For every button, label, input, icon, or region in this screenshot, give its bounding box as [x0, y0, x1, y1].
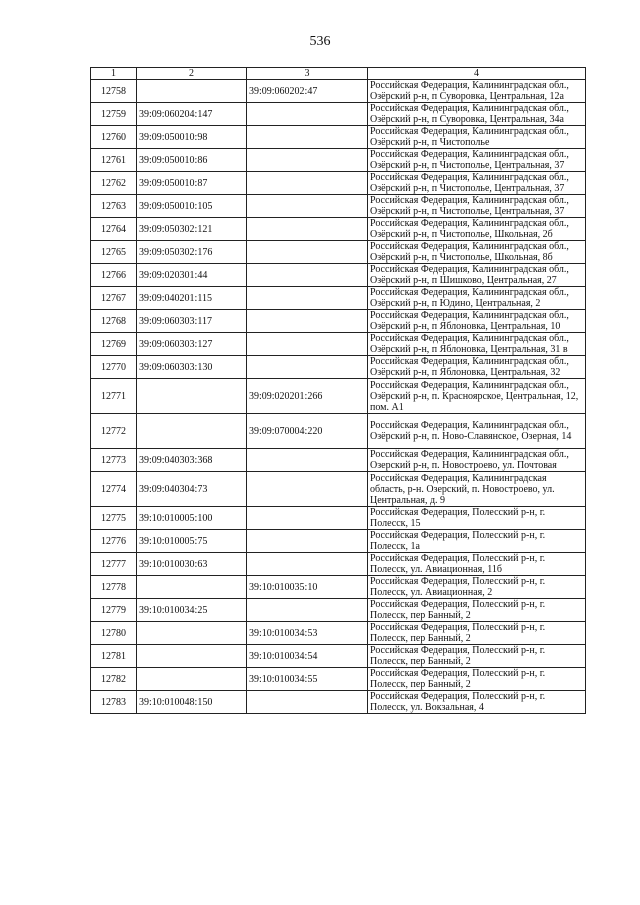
address-cell: Российская Федерация, Калининградская обл., Озёрский р-н, п Суворовка, Центральная, 34а	[368, 103, 586, 126]
table-row	[91, 103, 586, 126]
address-cell: Российская Федерация, Калининградская обл., Озёрский р-н, п Чистополье, Центральная, 37	[368, 172, 586, 195]
building-cadastral-cell	[247, 126, 368, 149]
cadastral-number-cell: 39:09:050010:105	[137, 195, 247, 218]
row-number-cell: 12771	[91, 379, 137, 414]
cadastral-number-cell: 39:10:010030:63	[137, 553, 247, 576]
page-number: 536	[309, 34, 331, 49]
building-cadastral-cell	[247, 599, 368, 622]
row-number-cell: 12780	[91, 622, 137, 645]
table-row	[91, 668, 586, 691]
row-number-cell: 12762	[91, 172, 137, 195]
building-cadastral-cell	[247, 241, 368, 264]
row-number-cell: 12765	[91, 241, 137, 264]
row-number-cell: 12770	[91, 356, 137, 379]
building-cadastral-cell	[247, 287, 368, 310]
building-cadastral-cell: 39:10:010035:10	[247, 576, 368, 599]
cadastral-number-cell: 39:09:050302:121	[137, 218, 247, 241]
row-number-cell: 12781	[91, 645, 137, 668]
address-cell: Российская Федерация, Калининградская обл., Озёрский р-н, п Яблоновка, Центральная, 32	[368, 356, 586, 379]
cadastral-number-cell: 39:09:060303:127	[137, 333, 247, 356]
address-cell: Российская Федерация, Калининградская обл., Озёрский р-н, п Чистополье, Школьная, 8б	[368, 241, 586, 264]
table-row	[91, 264, 586, 287]
address-cell: Российская Федерация, Калининградская обл., Озёрский р-н, п Шишково, Центральная, 27	[368, 264, 586, 287]
row-number-cell: 12782	[91, 668, 137, 691]
address-cell: Российская Федерация, Полесский р-н, г. Полесск, пер Банный, 2	[368, 599, 586, 622]
building-cadastral-cell	[247, 507, 368, 530]
row-number-cell: 12767	[91, 287, 137, 310]
building-cadastral-cell	[247, 333, 368, 356]
header-col-3: 3	[247, 68, 368, 80]
row-number-cell: 12761	[91, 149, 137, 172]
row-number-cell: 12773	[91, 449, 137, 472]
header-col-4: 4	[368, 68, 586, 80]
row-number-cell: 12758	[91, 80, 137, 103]
row-number-cell: 12774	[91, 472, 137, 507]
row-number-cell: 12763	[91, 195, 137, 218]
row-number-cell: 12776	[91, 530, 137, 553]
cadastral-number-cell: 39:09:050010:87	[137, 172, 247, 195]
table-row	[91, 195, 586, 218]
address-cell: Российская Федерация, Полесский р-н, г. Полесск, ул. Авиационная, 11б	[368, 553, 586, 576]
table-row	[91, 599, 586, 622]
address-cell: Российская Федерация, Полесский р-н, г. Полесск, пер Банный, 2	[368, 645, 586, 668]
row-number-cell: 12760	[91, 126, 137, 149]
building-cadastral-cell	[247, 195, 368, 218]
cadastral-number-cell: 39:09:060303:130	[137, 356, 247, 379]
table-row	[91, 576, 586, 599]
table-row	[91, 80, 586, 103]
table-row	[91, 645, 586, 668]
building-cadastral-cell	[247, 691, 368, 714]
cadastral-number-cell	[137, 414, 247, 449]
address-cell: Российская Федерация, Калининградская область, р-н. Озерский, п. Новостроево, ул. Центральная, д. 9	[368, 472, 586, 507]
cadastral-number-cell: 39:09:040304:73	[137, 472, 247, 507]
table-row	[91, 126, 586, 149]
building-cadastral-cell: 39:10:010034:54	[247, 645, 368, 668]
address-cell: Российская Федерация, Полесский р-н, г. Полесск, ул. Вокзальная, 4	[368, 691, 586, 714]
table-row	[91, 449, 586, 472]
table-row	[91, 333, 586, 356]
cadastral-number-cell	[137, 576, 247, 599]
header-row	[91, 68, 586, 80]
address-cell: Российская Федерация, Полесский р-н, г. Полесск, ул. Авиационная, 2	[368, 576, 586, 599]
row-number-cell: 12772	[91, 414, 137, 449]
table-row	[91, 379, 586, 414]
address-cell: Российская Федерация, Калининградская обл., Озёрский р-н, п. Красноярское, Центральная, 12, пом. А1	[368, 379, 586, 414]
cadastral-number-cell: 39:09:060303:117	[137, 310, 247, 333]
row-number-cell: 12779	[91, 599, 137, 622]
table-row	[91, 218, 586, 241]
row-number-cell: 12759	[91, 103, 137, 126]
address-cell: Российская Федерация, Калининградская обл., Озёрский р-н, п Яблоновка, Центральная, 31 в	[368, 333, 586, 356]
building-cadastral-cell	[247, 472, 368, 507]
building-cadastral-cell: 39:09:020201:266	[247, 379, 368, 414]
table-row	[91, 622, 586, 645]
address-cell: Российская Федерация, Полесский р-н, г. Полесск, 1а	[368, 530, 586, 553]
row-number-cell: 12778	[91, 576, 137, 599]
table-row	[91, 241, 586, 264]
table-row	[91, 507, 586, 530]
table-row	[91, 414, 586, 449]
cadastral-number-cell: 39:10:010005:100	[137, 507, 247, 530]
row-number-cell: 12775	[91, 507, 137, 530]
address-cell: Российская Федерация, Калининградская обл., Озёрский р-н, п Чистополье, Центральная, 37	[368, 149, 586, 172]
table-row	[91, 310, 586, 333]
building-cadastral-cell	[247, 449, 368, 472]
cadastral-number-cell: 39:09:050010:86	[137, 149, 247, 172]
building-cadastral-cell	[247, 553, 368, 576]
cadastral-number-cell: 39:09:020301:44	[137, 264, 247, 287]
cadastral-number-cell: 39:09:050302:176	[137, 241, 247, 264]
address-cell: Российская Федерация, Калининградская обл., Озёрский р-н, п. Ново-Славянское, Озерная, 14	[368, 414, 586, 449]
address-cell: Российская Федерация, Калининградская обл., Озерский р-н, п. Новостроево, ул. Почтовая	[368, 449, 586, 472]
cadastral-number-cell: 39:10:010048:150	[137, 691, 247, 714]
cadastral-number-cell	[137, 668, 247, 691]
table-row	[91, 530, 586, 553]
cadastral-number-cell	[137, 645, 247, 668]
address-cell: Российская Федерация, Полесский р-н, г. Полесск, пер Банный, 2	[368, 622, 586, 645]
building-cadastral-cell	[247, 264, 368, 287]
building-cadastral-cell	[247, 172, 368, 195]
table-row	[91, 553, 586, 576]
building-cadastral-cell: 39:10:010034:55	[247, 668, 368, 691]
cadastral-number-cell: 39:10:010005:75	[137, 530, 247, 553]
table-row	[91, 287, 586, 310]
address-cell: Российская Федерация, Калининградская обл., Озёрский р-н, п Юдино, Центральная, 2	[368, 287, 586, 310]
registry-table	[90, 67, 586, 714]
cadastral-number-cell	[137, 622, 247, 645]
cadastral-number-cell: 39:09:040303:368	[137, 449, 247, 472]
cadastral-number-cell: 39:09:060204:147	[137, 103, 247, 126]
table-body	[91, 80, 586, 714]
row-number-cell: 12783	[91, 691, 137, 714]
address-cell: Российская Федерация, Калининградская обл., Озёрский р-н, п Яблоновка, Центральная, 10	[368, 310, 586, 333]
header-col-2: 2	[137, 68, 247, 80]
row-number-cell: 12769	[91, 333, 137, 356]
table-row	[91, 172, 586, 195]
row-number-cell: 12764	[91, 218, 137, 241]
table-row	[91, 356, 586, 379]
cadastral-number-cell: 39:09:040201:115	[137, 287, 247, 310]
address-cell: Российская Федерация, Калининградская обл., Озёрский р-н, п Суворовка, Центральная, 12а	[368, 80, 586, 103]
building-cadastral-cell	[247, 530, 368, 553]
building-cadastral-cell	[247, 149, 368, 172]
building-cadastral-cell: 39:10:010034:53	[247, 622, 368, 645]
cadastral-number-cell	[137, 379, 247, 414]
cadastral-number-cell: 39:10:010034:25	[137, 599, 247, 622]
building-cadastral-cell	[247, 103, 368, 126]
table-row	[91, 472, 586, 507]
building-cadastral-cell: 39:09:060202:47	[247, 80, 368, 103]
header-col-1: 1	[91, 68, 137, 80]
row-number-cell: 12777	[91, 553, 137, 576]
address-cell: Российская Федерация, Калининградская обл., Озёрский р-н, п Чистополье, Центральная, 37	[368, 195, 586, 218]
building-cadastral-cell: 39:09:070004:220	[247, 414, 368, 449]
cadastral-number-cell: 39:09:050010:98	[137, 126, 247, 149]
address-cell: Российская Федерация, Полесский р-н, г. Полесск, пер Банный, 2	[368, 668, 586, 691]
building-cadastral-cell	[247, 356, 368, 379]
building-cadastral-cell	[247, 218, 368, 241]
table-row	[91, 691, 586, 714]
table-header	[91, 68, 586, 80]
address-cell: Российская Федерация, Полесский р-н, г. Полесск, 15	[368, 507, 586, 530]
cadastral-number-cell	[137, 80, 247, 103]
address-cell: Российская Федерация, Калининградская обл., Озёрский р-н, п Чистополье	[368, 126, 586, 149]
address-cell: Российская Федерация, Калининградская обл., Озёрский р-н, п Чистополье, Школьная, 2б	[368, 218, 586, 241]
table-row	[91, 149, 586, 172]
building-cadastral-cell	[247, 310, 368, 333]
row-number-cell: 12766	[91, 264, 137, 287]
row-number-cell: 12768	[91, 310, 137, 333]
